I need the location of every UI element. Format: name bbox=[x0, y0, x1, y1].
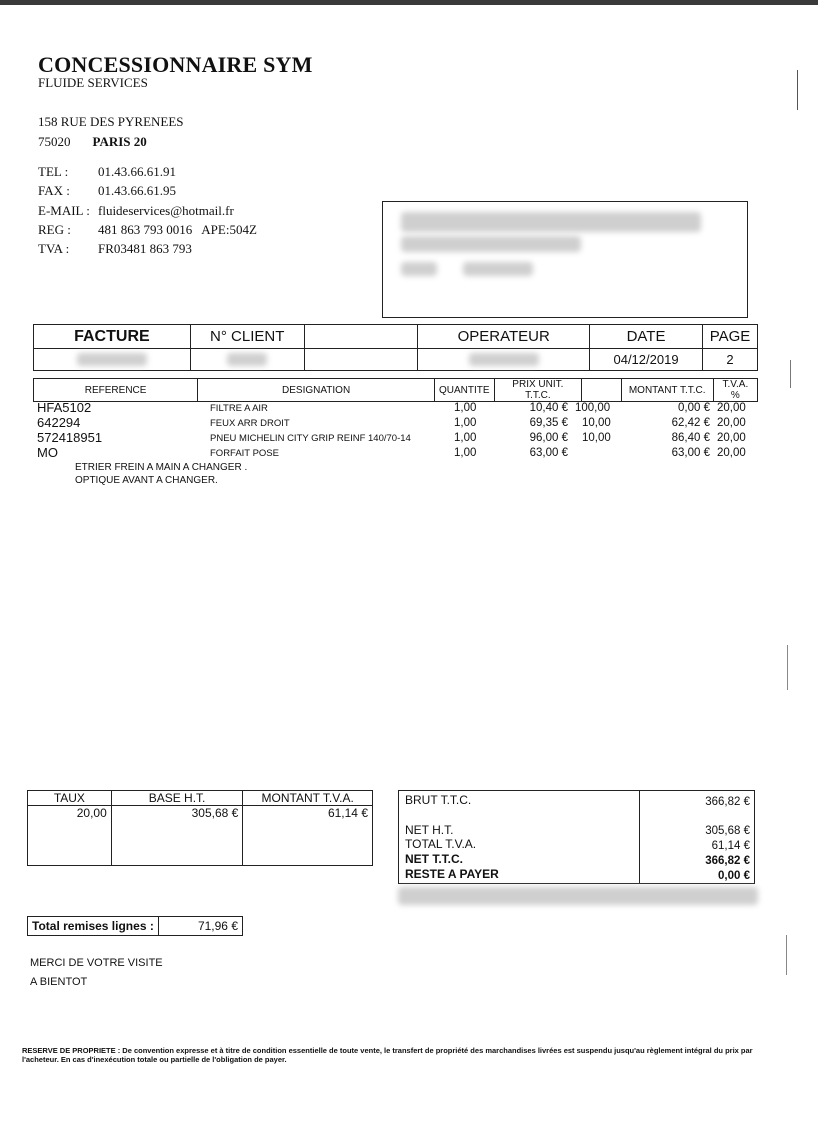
columns-header-table bbox=[33, 378, 758, 402]
vat-base-label: BASE H.T. bbox=[111, 791, 243, 806]
line-ref: MO bbox=[37, 445, 58, 460]
contact-label: E-MAIL : bbox=[38, 203, 90, 218]
contact-tva bbox=[38, 241, 192, 257]
reste-label: RESTE A PAYER bbox=[405, 867, 499, 881]
remises-value: 71,96 € bbox=[159, 917, 243, 936]
empty-cell bbox=[304, 325, 418, 349]
contact-value: 01.43.66.61.95 bbox=[98, 183, 176, 198]
thanks-line-1: MERCI DE VOTRE VISITE bbox=[30, 957, 163, 969]
scan-artifact bbox=[797, 70, 798, 110]
line-amount: 86,40 € bbox=[671, 432, 710, 444]
client-label: N° CLIENT bbox=[190, 325, 304, 349]
brut-label: BRUT T.T.C. bbox=[405, 793, 472, 807]
col-designation: DESIGNATION bbox=[198, 379, 435, 402]
redacted-postcode bbox=[401, 262, 437, 276]
contact-reg bbox=[38, 222, 257, 238]
contact-value: 481 863 793 0016 APE:504Z bbox=[98, 222, 257, 237]
line-amount: 62,42 € bbox=[671, 417, 710, 429]
contact-label: FAX : bbox=[38, 183, 70, 198]
line-designation: FORFAIT POSE bbox=[210, 448, 279, 459]
contact-value: 01.43.66.61.91 bbox=[98, 164, 176, 179]
brut-value: 366,82 € bbox=[705, 796, 750, 808]
line-price: 69,35 € bbox=[529, 417, 568, 429]
legal-notice: RESERVE DE PROPRIETE : De convention expresse et à titre de condition essentielle de toute vente, le transfert de propriété des marchandises livrées est suspendu jusqu'au règlement intégral du prix par l'acheteur. En cas d'inexécution totale ou partielle de l'obligation de payer. bbox=[22, 1046, 753, 1064]
col-quantite: QUANTITE bbox=[435, 379, 495, 402]
redacted-facture-number bbox=[77, 353, 147, 366]
line-ref: 572418951 bbox=[37, 430, 103, 445]
totals-box bbox=[398, 790, 755, 884]
net-ht-label: NET H.T. bbox=[405, 823, 454, 837]
date-value: 04/12/2019 bbox=[590, 349, 703, 371]
line-tva: 20,00 bbox=[717, 447, 746, 459]
operateur-cell bbox=[418, 349, 590, 371]
invoice-header-table bbox=[33, 324, 758, 371]
line-designation: FILTRE A AIR bbox=[210, 403, 268, 414]
remises-label: Total remises lignes : bbox=[28, 917, 159, 936]
line-qty: 1,00 bbox=[454, 432, 477, 444]
redacted-street bbox=[401, 236, 581, 252]
remises-table bbox=[27, 916, 243, 936]
redacted-city bbox=[463, 262, 533, 276]
line-amount: 0,00 € bbox=[678, 402, 710, 414]
contact-label: REG : bbox=[38, 222, 71, 237]
contact-fax bbox=[38, 183, 176, 199]
scan-artifact bbox=[786, 935, 787, 975]
line-discount: 10,00 bbox=[582, 417, 611, 429]
line-ref: HFA5102 bbox=[37, 400, 92, 415]
date-label: DATE bbox=[590, 325, 703, 349]
thanks-line-2: A BIENTOT bbox=[30, 976, 88, 988]
contact-label: TEL : bbox=[38, 164, 69, 179]
line-tva: 20,00 bbox=[717, 417, 746, 429]
line-discount: 100,00 bbox=[575, 402, 611, 414]
total-tva-value: 61,14 € bbox=[711, 840, 750, 852]
contact-email bbox=[38, 203, 234, 219]
vat-taux-value: 20,00 bbox=[28, 806, 112, 866]
line-discount: 10,00 bbox=[582, 432, 611, 444]
reste-value: 0,00 € bbox=[718, 870, 750, 882]
vat-base-value: 305,68 € bbox=[111, 806, 243, 866]
company-name: CONCESSIONNAIRE SYM bbox=[38, 52, 313, 77]
page-value: 2 bbox=[702, 349, 757, 371]
total-tva-label: TOTAL T.V.A. bbox=[405, 837, 477, 851]
line-price: 10,40 € bbox=[529, 402, 568, 414]
line-price: 96,00 € bbox=[529, 432, 568, 444]
line-price: 63,00 € bbox=[529, 447, 568, 459]
col-reference: REFERENCE bbox=[34, 379, 198, 402]
line-designation: FEUX ARR DROIT bbox=[210, 418, 290, 429]
note-line: OPTIQUE AVANT A CHANGER. bbox=[75, 475, 218, 486]
redacted-footer-line bbox=[398, 887, 758, 905]
line-qty: 1,00 bbox=[454, 402, 477, 414]
company-postcode: 75020 bbox=[38, 134, 71, 149]
contact-value: fluideservices@hotmail.fr bbox=[98, 203, 234, 218]
company-street: 158 RUE DES PYRENEES bbox=[38, 114, 184, 129]
customer-address-box bbox=[382, 201, 748, 318]
col-montant: MONTANT T.T.C. bbox=[621, 379, 713, 402]
company-subtitle: FLUIDE SERVICES bbox=[38, 75, 148, 90]
facture-label: FACTURE bbox=[34, 325, 191, 349]
vat-taux-label: TAUX bbox=[28, 791, 112, 806]
vat-montant-value: 61,14 € bbox=[243, 806, 373, 866]
contact-value: FR03481 863 793 bbox=[98, 241, 192, 256]
company-city-line bbox=[38, 134, 147, 150]
scan-artifact bbox=[787, 645, 788, 690]
facture-number-cell bbox=[34, 349, 191, 371]
net-ttc-label: NET T.T.C. bbox=[405, 852, 464, 866]
redacted-operateur bbox=[469, 353, 539, 366]
top-border bbox=[0, 0, 818, 5]
operateur-label: OPERATEUR bbox=[418, 325, 590, 349]
line-qty: 1,00 bbox=[454, 447, 477, 459]
page-label: PAGE bbox=[702, 325, 757, 349]
totals-divider bbox=[639, 791, 640, 883]
vat-montant-label: MONTANT T.V.A. bbox=[243, 791, 373, 806]
empty-cell bbox=[304, 349, 418, 371]
col-prix: PRIX UNIT. T.T.C. bbox=[494, 379, 582, 402]
redacted-client-number bbox=[227, 353, 267, 366]
net-ht-value: 305,68 € bbox=[705, 825, 750, 837]
redacted-name bbox=[401, 212, 701, 232]
line-qty: 1,00 bbox=[454, 417, 477, 429]
line-ref: 642294 bbox=[37, 415, 81, 430]
client-number-cell bbox=[190, 349, 304, 371]
line-tva: 20,00 bbox=[717, 432, 746, 444]
line-amount: 63,00 € bbox=[671, 447, 710, 459]
col-remise bbox=[582, 379, 621, 402]
contact-tel bbox=[38, 164, 176, 180]
line-tva: 20,00 bbox=[717, 402, 746, 414]
col-tva: T.V.A. % bbox=[713, 379, 757, 402]
contact-label: TVA : bbox=[38, 241, 70, 256]
note-line: ETRIER FREIN A MAIN A CHANGER . bbox=[75, 462, 248, 473]
vat-table bbox=[27, 790, 373, 866]
net-ttc-value: 366,82 € bbox=[705, 855, 750, 867]
line-designation: PNEU MICHELIN CITY GRIP REINF 140/70-14 bbox=[210, 433, 411, 444]
scan-artifact bbox=[790, 360, 791, 388]
company-city: PARIS 20 bbox=[92, 134, 147, 149]
